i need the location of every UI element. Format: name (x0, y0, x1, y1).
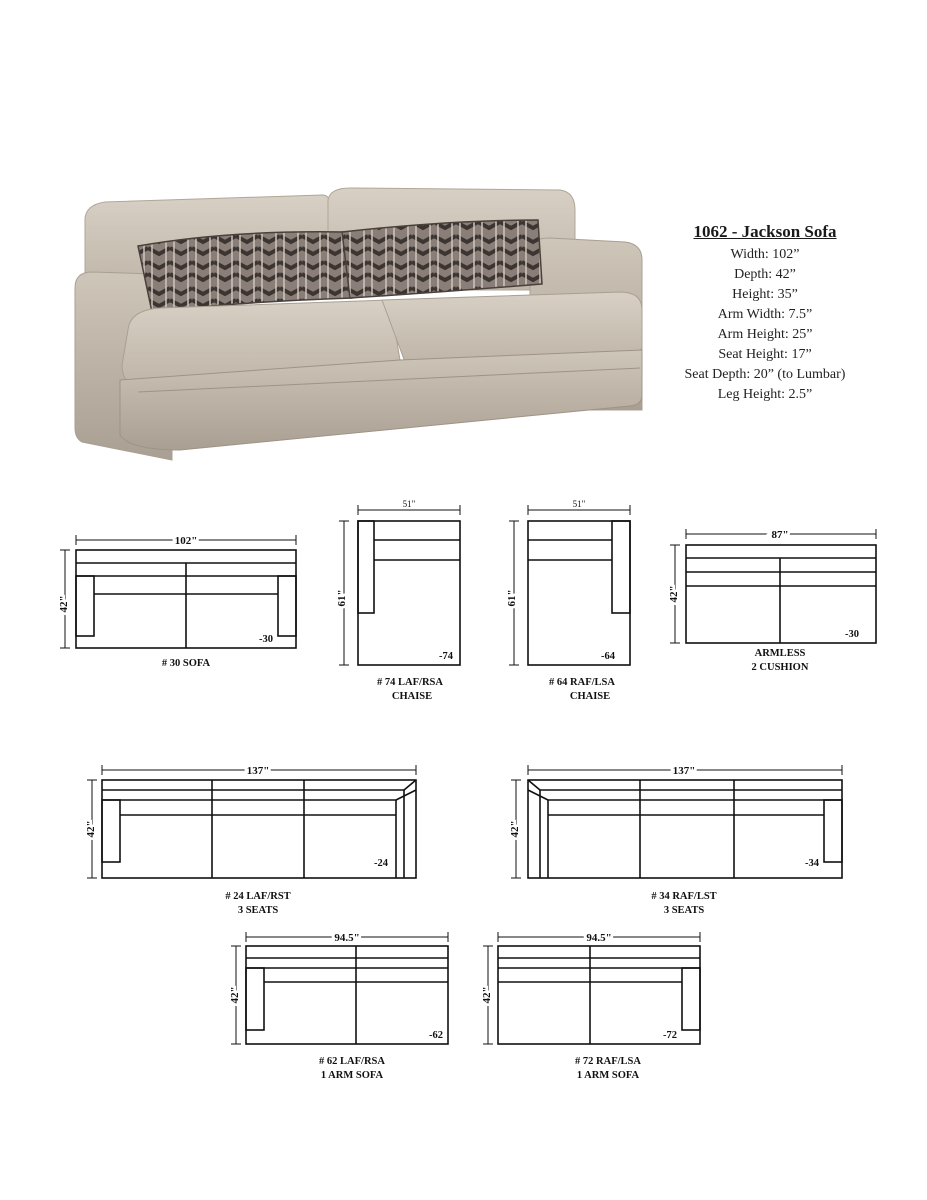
plan-74-depth: 61" (336, 589, 348, 607)
plan-30-depth: 42" (58, 595, 70, 613)
plan-30-caption: # 30 SOFA (161, 658, 211, 669)
plan-armless-caption-1: ARMLESS (754, 648, 806, 659)
plan-72-caption-2: 1 ARM SOFA (576, 1070, 640, 1081)
plan-30-sofa (60, 535, 296, 648)
plan-34-caption-2: 3 SEATS (663, 905, 705, 916)
plan-34-depth: 42" (509, 820, 521, 838)
plan-armless (670, 529, 876, 643)
plan-64-depth: 61" (506, 589, 518, 607)
spec-width: Width: 102” (730, 247, 800, 262)
spec-depth: Depth: 42” (734, 267, 796, 282)
plan-armless-depth: 42" (668, 585, 680, 603)
plan-62-caption-2: 1 ARM SOFA (320, 1070, 384, 1081)
plan-74-code: -74 (439, 651, 453, 662)
plan-34-three-seat (511, 765, 842, 878)
plan-62-depth: 42" (229, 986, 241, 1004)
plan-64-width: 51" (572, 499, 586, 509)
spec-seat-height: Seat Height: 17” (718, 347, 812, 362)
plan-74-caption-2: CHAISE (391, 691, 433, 702)
plan-72-code: -72 (663, 1030, 677, 1041)
plan-armless-width: 87" (771, 529, 789, 541)
plan-64-caption-2: CHAISE (569, 691, 611, 702)
plan-72-width: 94.5" (586, 932, 612, 944)
plan-30-width: 102" (174, 535, 198, 547)
plan-24-caption-2: 3 SEATS (237, 905, 279, 916)
plan-armless-caption-2: 2 CUSHION (751, 662, 809, 673)
plan-24-code: -24 (374, 858, 388, 869)
plan-62-caption-1: # 62 LAF/RSA (319, 1056, 385, 1067)
plan-34-caption-1: # 34 RAF/LST (651, 891, 717, 902)
plan-62-width: 94.5" (334, 932, 360, 944)
spec-arm-width: Arm Width: 7.5” (717, 307, 813, 322)
plan-64-chaise (509, 505, 630, 665)
plan-62-code: -62 (429, 1030, 443, 1041)
plan-24-depth: 42" (85, 820, 97, 838)
plan-30-code: -30 (259, 634, 273, 645)
plan-74-caption-1: # 74 LAF/RSA (377, 677, 443, 688)
plan-24-width: 137" (246, 765, 270, 777)
product-title: 1062 - Jackson Sofa (693, 222, 837, 241)
plan-62-one-arm (231, 932, 448, 1044)
spec-leg-height: Leg Height: 2.5” (717, 387, 813, 402)
plan-74-chaise (339, 505, 460, 665)
plan-34-width: 137" (672, 765, 696, 777)
plan-74-width: 51" (402, 499, 416, 509)
spec-seat-depth: Seat Depth: 20” (to Lumbar) (684, 367, 846, 382)
plan-64-caption-1: # 64 RAF/LSA (549, 677, 615, 688)
spec-arm-height: Arm Height: 25” (717, 327, 813, 342)
spec-height: Height: 35” (732, 287, 798, 302)
plan-armless-code: -30 (845, 629, 859, 640)
plan-34-code: -34 (805, 858, 819, 869)
plan-72-caption-1: # 72 RAF/LSA (575, 1056, 641, 1067)
plan-64-code: -64 (601, 651, 615, 662)
plan-72-one-arm (483, 932, 700, 1044)
plan-24-caption-1: # 24 LAF/RST (225, 891, 291, 902)
plan-72-depth: 42" (481, 986, 493, 1004)
plan-24-three-seat (87, 765, 416, 878)
